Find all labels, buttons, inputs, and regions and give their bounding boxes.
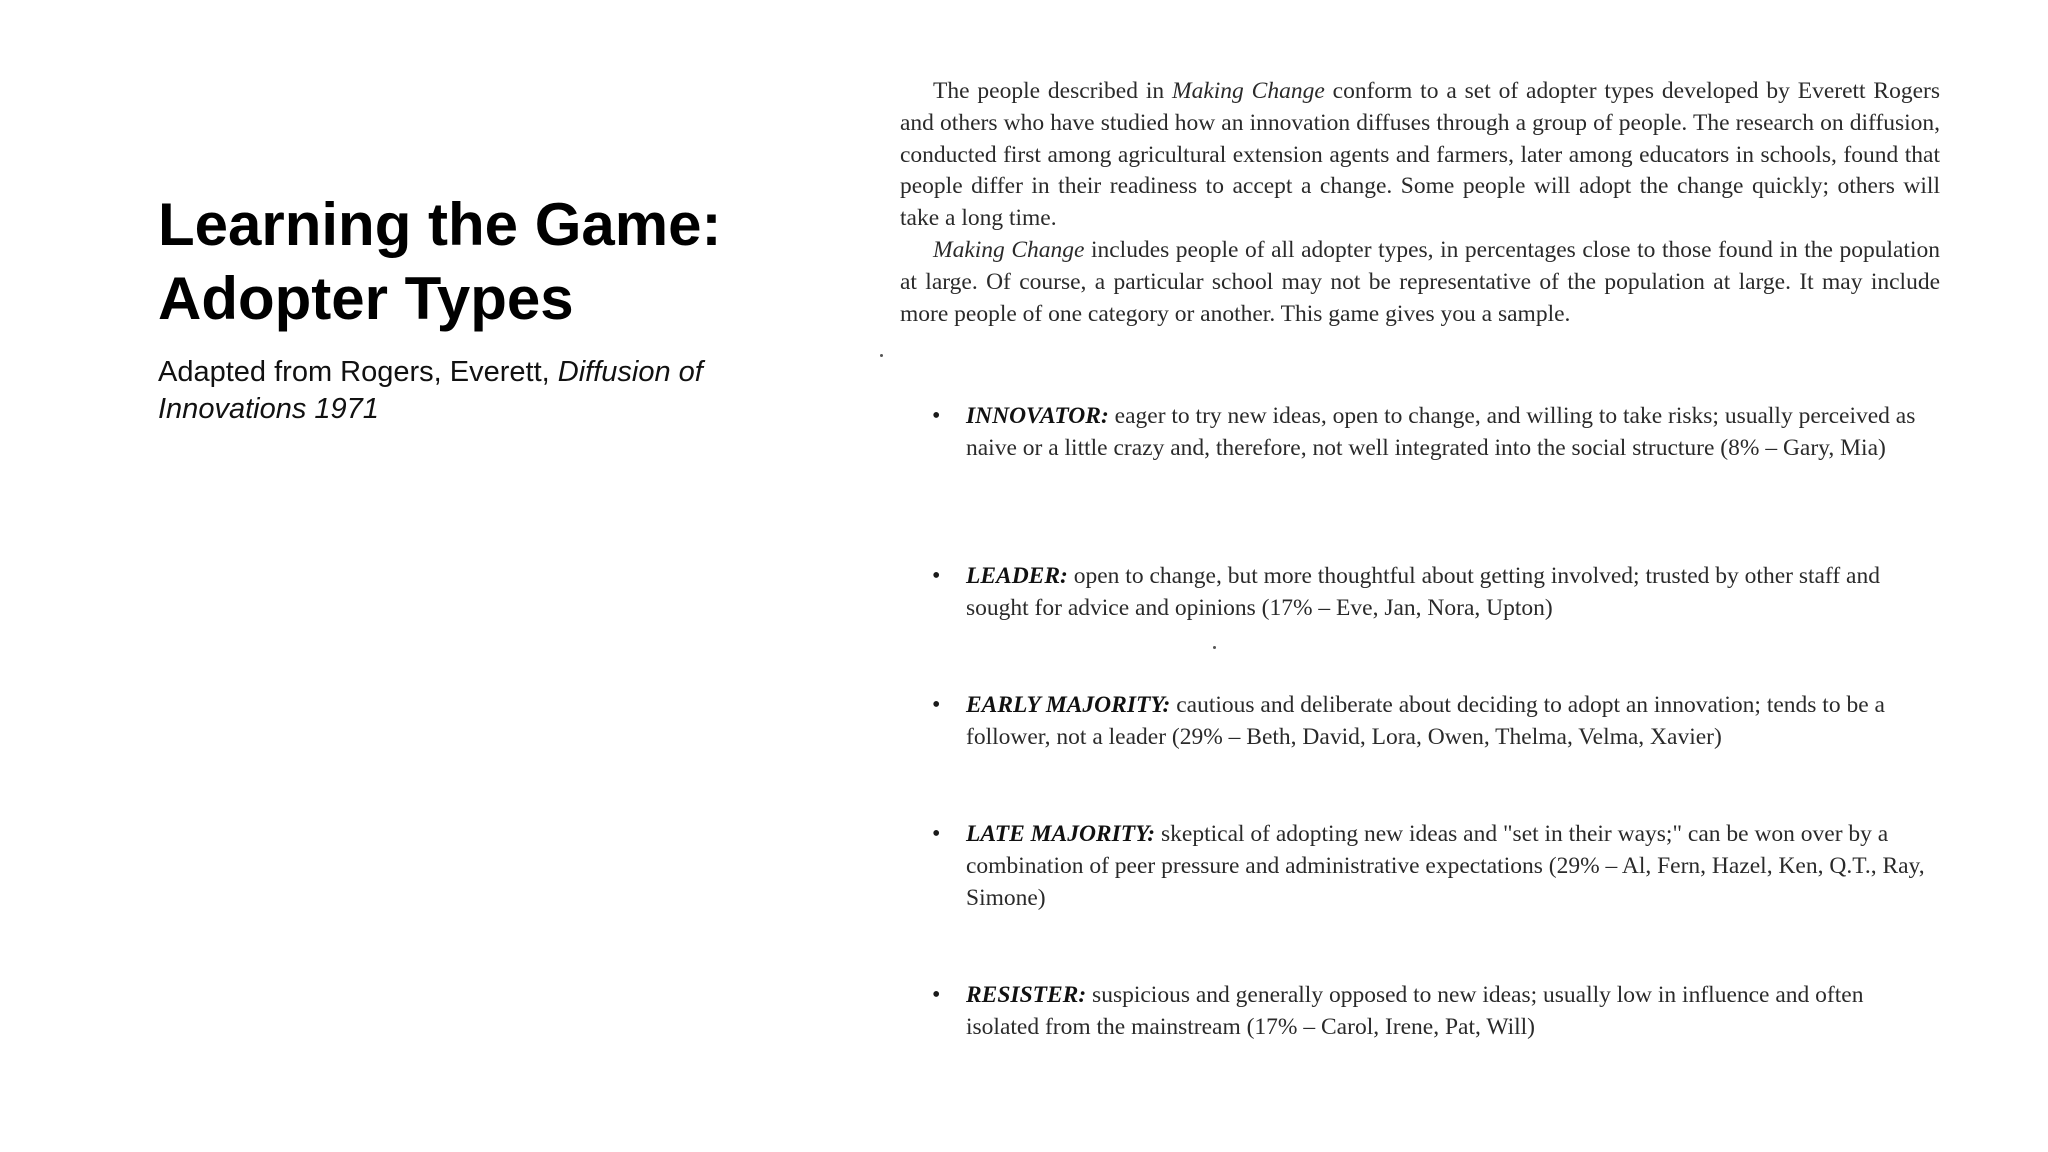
intro-paragraph-2 [900, 235, 1940, 330]
bullet-icon: • [932, 982, 941, 1008]
scanned-text-image [900, 76, 1941, 1040]
list-item-leader [900, 561, 1940, 625]
bullet-icon: • [932, 563, 941, 589]
slide-title [158, 188, 798, 336]
intro-p1-b: conform to a set of adopter types developed by Everett Rogers and others who have studied how an innovation diffuses through a group of people. The research on diffusion, conducted first among agricultural extension agents and farmers, later among educators in schools, found that people differ in their readiness to accept a change. Some people will adopt the change quickly; others will take a long time. [900, 78, 1941, 232]
adopter-term: INNOVATOR: [966, 403, 1109, 429]
adopter-term: EARLY MAJORITY: [966, 692, 1171, 718]
title-line-1: Learning the Game: [158, 191, 722, 258]
list-item-innovator [900, 401, 1940, 465]
slide-subtitle [158, 354, 798, 428]
intro-p2-b: includes people of all adopter types, in percentages close to those found in the population at large. Of course, a particular school may not be representative of the population at large. It may include more people of one category or another. This game gives you a sample. [900, 236, 1940, 327]
adopter-description: eager to try new ideas, open to change, and willing to take risks; usually perceived as naive or a little crazy and, therefore, not well integrated into the social structure (8% – Gary, Mia) [966, 403, 1916, 461]
adopter-description: suspicious and generally opposed to new ideas; usually low in influence and often isolated from the mainstream (17% – Carol, Irene, Pat, Will) [966, 982, 1864, 1040]
bullet-icon: • [932, 821, 941, 847]
adopter-description: open to change, but more thoughtful about getting involved; trusted by other staff and sought for advice and opinions (17% – Eve, Jan, Nora, Upton) [966, 563, 1880, 621]
scan-speck [880, 354, 883, 357]
subtitle-book-title: Diffusion of Innovations 1971 [158, 356, 703, 425]
bullet-icon: • [932, 403, 941, 429]
list-item-early-majority [900, 690, 1940, 754]
adopter-description: cautious and deliberate about deciding to adopt an innovation; tends to be a follower, not a leader (29% – Beth, David, Lora, Owen, Thelma, Velma, Xavier) [966, 692, 1885, 750]
subtitle-prefix: Adapted from Rogers, Everett, [158, 356, 558, 388]
intro-p1-italic: Making Change [1172, 78, 1325, 104]
title-block [158, 188, 798, 428]
adopter-term: LATE MAJORITY: [966, 821, 1156, 847]
bullet-icon: • [932, 692, 941, 718]
intro-p2-italic: Making Change [933, 236, 1085, 263]
scan-speck [1213, 646, 1216, 649]
adopter-term: LEADER: [966, 563, 1068, 589]
adopter-description: skeptical of adopting new ideas and "set in their ways;" can be won over by a combination of peer pressure and administrative expectations (29% – Al, Fern, Hazel, Ken, Q.T., Ray, Simone) [966, 821, 1925, 911]
title-line-2: Adopter Types [158, 265, 574, 332]
intro-p1-a: The people described in [933, 78, 1173, 104]
list-item-resister [900, 980, 1940, 1044]
adopter-term: RESISTER: [966, 982, 1087, 1008]
intro-paragraph-1 [900, 76, 1940, 235]
list-item-late-majority [900, 819, 1940, 914]
